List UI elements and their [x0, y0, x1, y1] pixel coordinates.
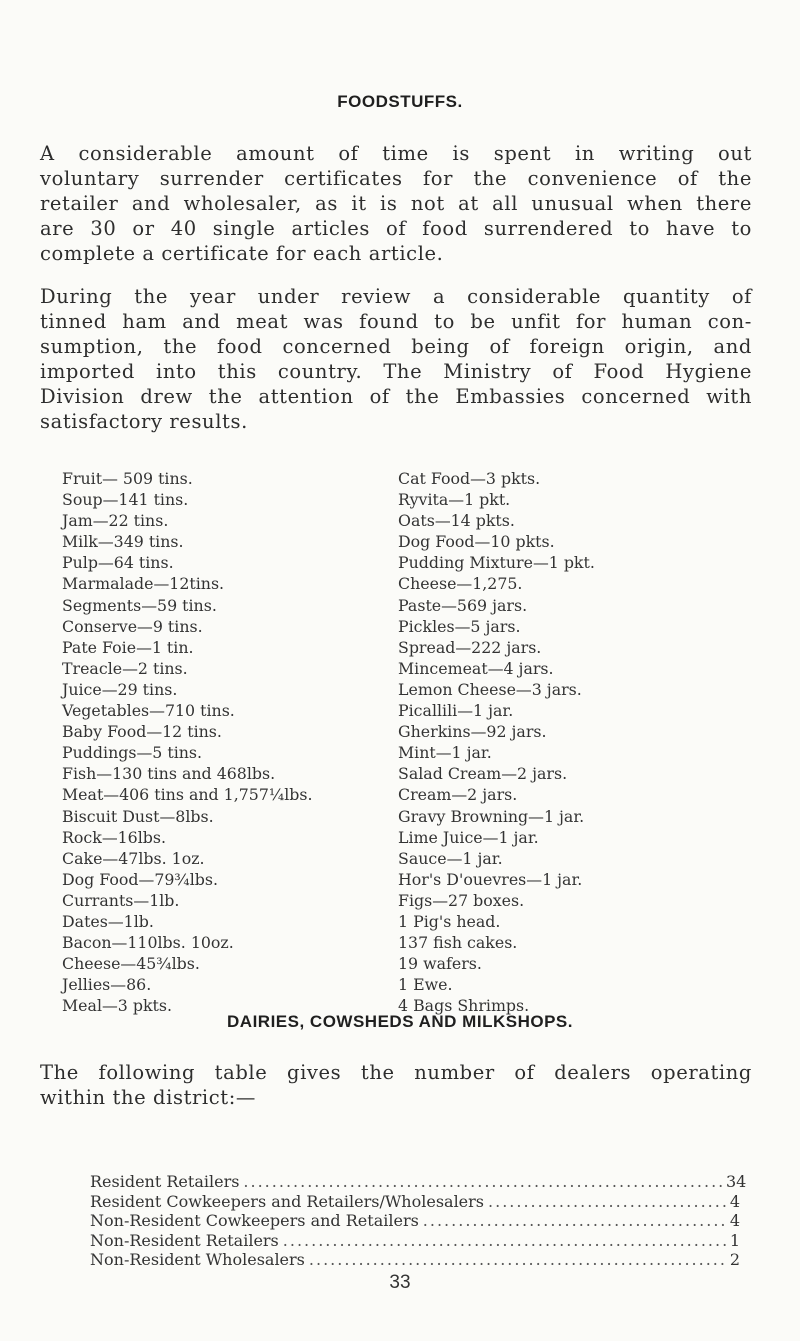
list-item: Mint—1 jar.	[398, 743, 492, 763]
text-line: During the year under review a considerable quantity of	[40, 285, 752, 308]
list-item: Puddings—5 tins.	[62, 743, 203, 763]
table-row	[90, 1211, 740, 1231]
list-item: Rock—16lbs.	[62, 827, 167, 847]
list-item: Lemon Cheese—3 jars.	[398, 679, 582, 699]
text-line: voluntary surrender certificates for the convenience of the	[40, 167, 752, 190]
list-item: Jellies—86.	[62, 975, 152, 995]
section-heading-foodstuffs: FOODSTUFFS.	[337, 92, 463, 111]
list-item: Marmalade—12tins.	[62, 574, 225, 594]
list-item: Spread—222 jars.	[398, 637, 542, 657]
text-line: imported into this country. The Ministry of Food Hygiene	[40, 360, 752, 383]
list-item: Pulp—64 tins.	[62, 553, 174, 573]
list-item: Meat—406 tins and 1,757¼lbs.	[62, 785, 313, 805]
list-item: Segments—59 tins.	[62, 595, 217, 615]
list-item: Pate Foie—1 tin.	[62, 637, 194, 657]
list-item: Cheese—1,275.	[398, 574, 523, 594]
list-item: Soup—141 tins.	[62, 490, 189, 510]
text-line: complete a certificate for each article.	[40, 242, 444, 265]
list-item: Fish—130 tins and 468lbs.	[62, 764, 276, 784]
list-item: Hor's D'ouevres—1 jar.	[398, 869, 583, 889]
list-item: Oats—14 pkts.	[398, 511, 515, 531]
list-item: Currants—1lb.	[62, 890, 180, 910]
table-row	[90, 1192, 740, 1212]
list-item: Sauce—1 jar.	[398, 848, 503, 868]
dealer-count: 4	[729, 1211, 740, 1230]
list-item: Milk—349 tins.	[62, 532, 184, 552]
dealers-table	[90, 1172, 747, 1270]
list-item: Gravy Browning—1 jar.	[398, 806, 585, 826]
text-line: are 30 or 40 single articles of food surrendered to have to	[40, 217, 752, 240]
list-item: Jam—22 tins.	[62, 511, 169, 531]
list-item: Picallili—1 jar.	[398, 701, 514, 721]
page-number: 33	[389, 1272, 411, 1293]
list-item: Meal—3 pkts.	[62, 996, 173, 1016]
list-item: Cheese—45¾lbs.	[62, 954, 200, 974]
text-line: A considerable amount of time is spent in writing out	[40, 142, 752, 165]
list-item: Treacle—2 tins.	[62, 658, 188, 678]
list-item: Conserve—9 tins.	[62, 616, 203, 636]
list-item: Cream—2 jars.	[398, 785, 518, 805]
table-row	[90, 1231, 740, 1251]
list-item: Mincemeat—4 jars.	[398, 658, 554, 678]
text-line: tinned ham and meat was found to be unfit for human con-	[40, 310, 752, 333]
list-item: Gherkins—92 jars.	[398, 722, 547, 742]
leader-dots	[305, 1250, 726, 1270]
dealer-type-label: Non-Resident Wholesalers	[90, 1250, 305, 1269]
leader-dots	[279, 1231, 726, 1251]
dealer-count: 1	[729, 1230, 740, 1250]
list-item: Pudding Mixture—1 pkt.	[398, 553, 595, 573]
surrendered-items-right-column	[398, 468, 595, 1016]
text-line: Division drew the attention of the Embassies concerned with	[40, 385, 752, 408]
leader-dots	[484, 1192, 726, 1212]
dealer-type-label: Non-Resident Cowkeepers and Retailers	[90, 1211, 419, 1230]
list-item: Vegetables—710 tins.	[62, 701, 235, 721]
list-item: Biscuit Dust—8lbs.	[62, 806, 214, 826]
list-item: 137 fish cakes.	[398, 933, 518, 953]
list-item: Figs—27 boxes.	[398, 890, 525, 910]
dealer-type-label: Resident Retailers	[90, 1172, 240, 1191]
paragraph-certificates	[40, 141, 752, 266]
text-line: satisfactory results.	[40, 410, 248, 433]
text-line: sumption, the food concerned being of foreign origin, and	[40, 335, 752, 358]
dealer-type-label: Non-Resident Retailers	[90, 1230, 279, 1250]
list-item: 4 Bags Shrimps.	[398, 996, 530, 1016]
list-item: Juice—29 tins.	[62, 679, 178, 699]
section-heading-dairies: DAIRIES, COWSHEDS AND MILKSHOPS.	[227, 1012, 573, 1031]
surrendered-items-left-column	[62, 468, 313, 1016]
list-item: Baby Food—12 tins.	[62, 722, 222, 742]
leader-dots	[239, 1172, 726, 1192]
leader-dots	[419, 1211, 726, 1231]
table-row	[90, 1172, 747, 1192]
list-item: Salad Cream—2 jars.	[398, 764, 568, 784]
dealer-count: 34	[726, 1172, 747, 1191]
list-item: Lime Juice—1 jar.	[398, 827, 539, 847]
list-item: Cat Food—3 pkts.	[398, 469, 541, 488]
dealer-count: 4	[729, 1191, 740, 1211]
list-item: Bacon—110lbs. 10oz.	[62, 933, 234, 953]
list-item: Paste—569 jars.	[398, 595, 528, 615]
list-item: Ryvita—1 pkt.	[398, 490, 511, 510]
list-item: Dates—1lb.	[62, 911, 154, 931]
list-item: 1 Pig's head.	[398, 911, 501, 931]
list-item: 19 wafers.	[398, 954, 482, 974]
paragraph-tinned-meat	[40, 284, 752, 434]
text-line: within the district:—	[40, 1086, 256, 1109]
dealer-type-label: Resident Cowkeepers and Retailers/Wholesalers	[90, 1191, 485, 1211]
list-item: 1 Ewe.	[398, 975, 453, 995]
paragraph-dealers-intro	[40, 1060, 752, 1110]
list-item: Pickles—5 jars.	[398, 616, 521, 636]
text-line: retailer and wholesaler, as it is not at all unusual when there	[40, 192, 752, 215]
list-item: Cake—47lbs. 1oz.	[62, 848, 205, 868]
list-item: Dog Food—10 pkts.	[398, 532, 555, 552]
text-line: The following table gives the number of dealers operating	[40, 1061, 752, 1084]
dealer-count: 2	[729, 1250, 740, 1269]
list-item: Fruit— 509 tins.	[62, 469, 193, 488]
table-row	[90, 1250, 740, 1270]
list-item: Dog Food—79¾lbs.	[62, 869, 219, 889]
